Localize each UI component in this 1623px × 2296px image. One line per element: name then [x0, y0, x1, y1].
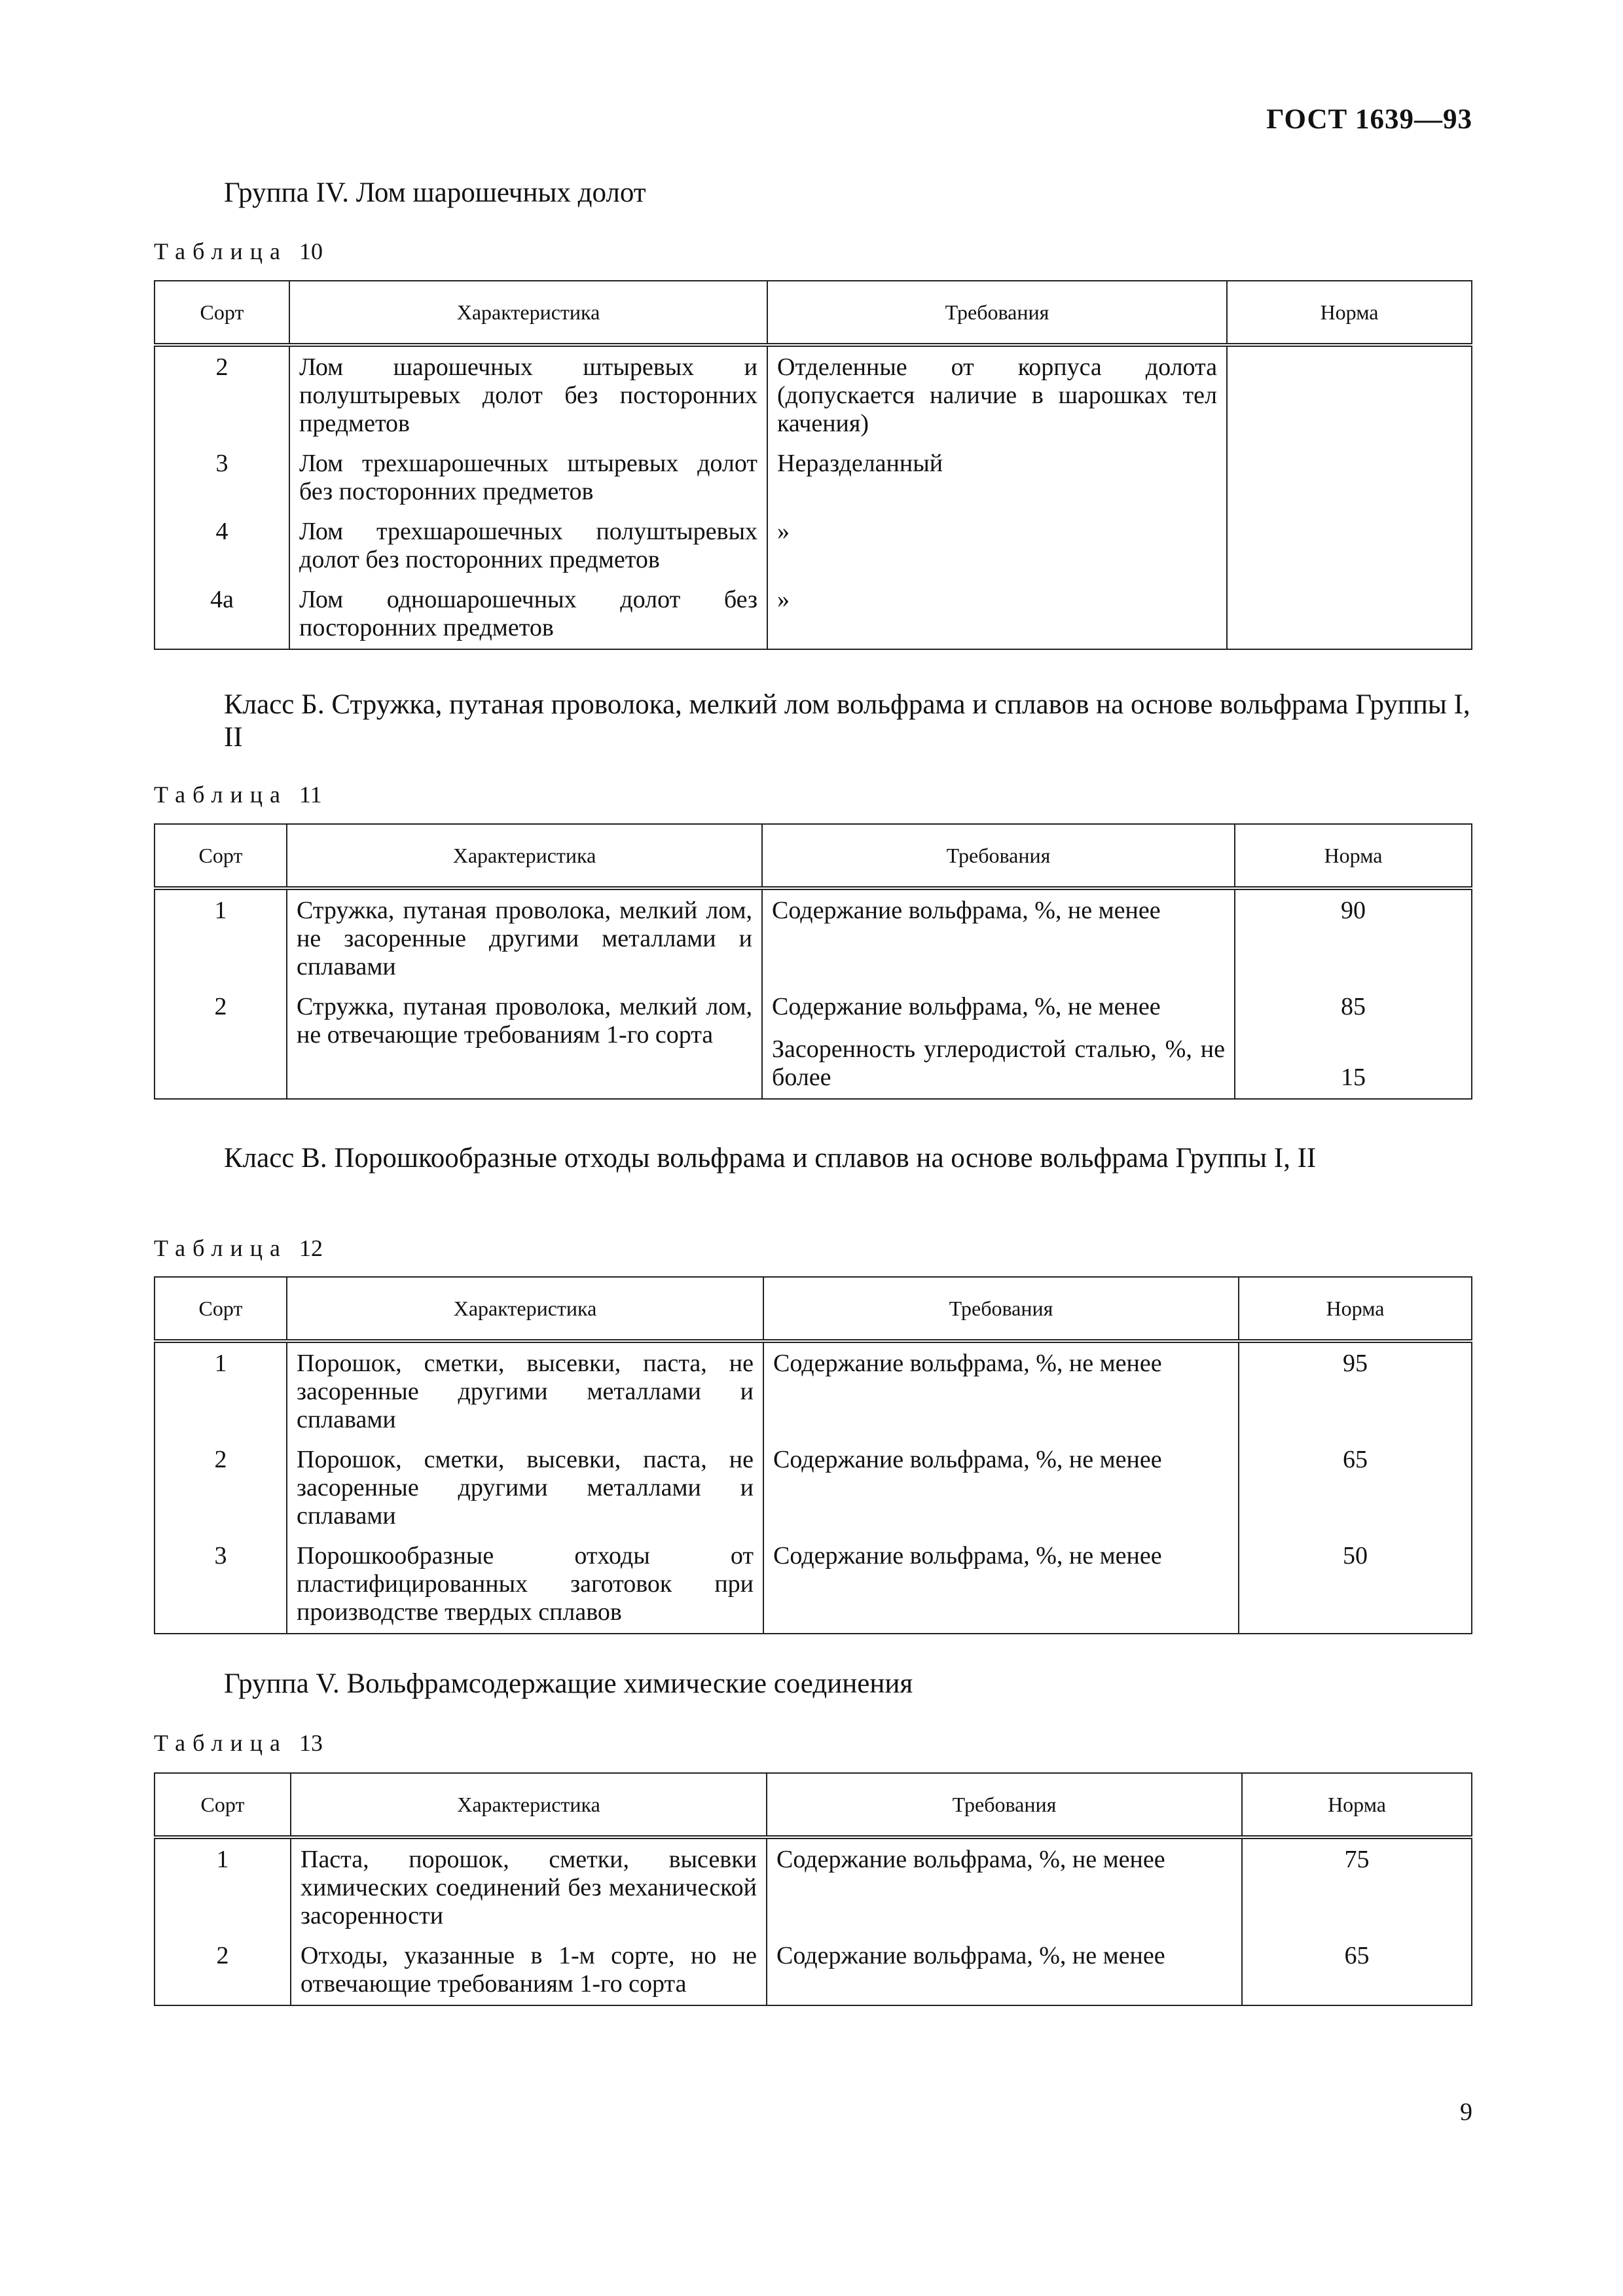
table-header-row — [155, 1773, 1472, 1837]
cell-norm — [1242, 1942, 1472, 2005]
cell-sort: 2 — [155, 1942, 291, 2005]
norm-value: 85 — [1341, 993, 1366, 1020]
cell-sort: 1 — [155, 1341, 287, 1446]
cell-characteristic: Порошок, сметки, высевки, паста, не засоренные другими металлами и сплавами — [287, 1446, 763, 1542]
column-header-norm: Норма — [1242, 1773, 1472, 1837]
cell-characteristic: Отходы, указанные в 1-м сорте, но не отвечающие требованиям 1-го сорта — [291, 1942, 767, 2005]
table-number: 10 — [299, 238, 323, 264]
cell-requirements — [767, 450, 1227, 518]
column-header-requirements: Требования — [763, 1277, 1239, 1341]
standard-code: ГОСТ 1639—93 — [1266, 104, 1472, 135]
requirement-line: Содержание вольфрама, %, не менее — [773, 1542, 1162, 1570]
cell-norm — [1235, 888, 1472, 993]
column-header-characteristic: Характеристика — [289, 281, 767, 345]
requirement-line: Содержание вольфрама, %, не менее — [776, 1942, 1165, 1969]
page-number: 9 — [1460, 2098, 1472, 2126]
cell-sort: 4а — [155, 586, 289, 649]
column-header-requirements: Требования — [767, 281, 1227, 345]
data-table — [154, 823, 1472, 1100]
table-row — [155, 1341, 1472, 1446]
table-caption — [154, 781, 322, 808]
table-number: 12 — [299, 1235, 323, 1261]
table-row — [155, 888, 1472, 993]
column-header-sort: Сорт — [155, 1773, 291, 1837]
requirement-line: Содержание вольфрама, %, не менее — [776, 1846, 1165, 1873]
column-header-sort: Сорт — [155, 1277, 287, 1341]
table-caption — [154, 1729, 323, 1757]
norm-value: 65 — [1343, 1446, 1368, 1473]
table-label: Таблица — [154, 781, 287, 808]
cell-norm — [1227, 450, 1472, 518]
column-header-requirements: Требования — [762, 824, 1235, 888]
table-row — [155, 586, 1472, 649]
table-number: 11 — [299, 781, 322, 808]
table-number: 13 — [299, 1730, 323, 1756]
section-heading: Группа IV. Лом шарошечных долот — [224, 177, 646, 208]
norm-value: 50 — [1343, 1542, 1368, 1570]
table-row — [155, 1542, 1472, 1634]
cell-characteristic: Лом трехшарошечных штыревых долот без посторонних предметов — [289, 450, 767, 518]
norm-value: 75 — [1344, 1846, 1370, 1873]
table-header-row — [155, 1277, 1472, 1341]
table-header-row — [155, 824, 1472, 888]
requirement-line: » — [777, 586, 790, 613]
cell-characteristic: Лом шарошечных штыревых и полуштыревых долот без посторонних предметов — [289, 345, 767, 450]
norm-value: 95 — [1343, 1350, 1368, 1377]
column-header-characteristic: Характеристика — [287, 1277, 763, 1341]
norm-value: 65 — [1344, 1942, 1370, 1969]
cell-requirements — [763, 1341, 1239, 1446]
table-label: Таблица — [154, 1235, 287, 1261]
cell-requirements — [767, 345, 1227, 450]
table-row — [155, 1837, 1472, 1942]
requirement-line: Содержание вольфрама, %, не менее — [773, 1446, 1162, 1473]
requirement-line: Содержание вольфрама, %, не менее — [773, 1350, 1162, 1377]
cell-sort: 2 — [155, 345, 289, 450]
cell-requirements — [767, 1942, 1242, 2005]
cell-norm — [1227, 586, 1472, 649]
column-header-norm: Норма — [1235, 824, 1472, 888]
cell-norm — [1239, 1341, 1472, 1446]
column-header-sort: Сорт — [155, 824, 287, 888]
requirement-line: Отделенные от корпуса долота (допускается наличие в шарошках тел качения) — [777, 353, 1217, 437]
cell-characteristic: Порошок, сметки, высевки, паста, не засоренные другими металлами и сплавами — [287, 1341, 763, 1446]
table-label: Таблица — [154, 238, 287, 264]
section-heading: Группа V. Вольфрамсодержащие химические соединения — [224, 1668, 913, 1699]
data-table — [154, 1276, 1472, 1634]
requirement-line: » — [777, 518, 790, 545]
section-heading: Класс В. Порошкообразные отходы вольфрама и сплавов на основе вольфрама Группы I, II — [224, 1143, 1317, 1174]
cell-norm — [1235, 993, 1472, 1099]
cell-characteristic: Лом трехшарошечных полуштыревых долот без посторонних предметов — [289, 518, 767, 586]
column-header-norm: Норма — [1239, 1277, 1472, 1341]
table-caption — [154, 1234, 323, 1262]
column-header-requirements: Требования — [767, 1773, 1242, 1837]
cell-characteristic: Порошкообразные отходы от пластифицированных заготовок при производстве твердых сплавов — [287, 1542, 763, 1634]
norm-value: 90 — [1341, 897, 1366, 924]
cell-sort: 4 — [155, 518, 289, 586]
data-table — [154, 1772, 1472, 2006]
cell-requirements — [763, 1542, 1239, 1634]
cell-norm — [1239, 1542, 1472, 1634]
table-caption — [154, 238, 323, 265]
cell-requirements — [767, 586, 1227, 649]
cell-requirements — [762, 888, 1235, 993]
column-header-characteristic: Характеристика — [287, 824, 762, 888]
cell-norm — [1239, 1446, 1472, 1542]
column-header-sort: Сорт — [155, 281, 289, 345]
cell-requirements — [763, 1446, 1239, 1542]
cell-characteristic: Лом одношарошечных долот без посторонних предметов — [289, 586, 767, 649]
requirement-line: Засоренность углеродистой сталью, %, не более — [772, 1035, 1225, 1091]
requirement-line: Содержание вольфрама, %, не менее — [772, 897, 1161, 924]
cell-sort: 3 — [155, 1542, 287, 1634]
column-header-norm: Норма — [1227, 281, 1472, 345]
table-header-row — [155, 281, 1472, 345]
norm-value: 15 — [1341, 1064, 1366, 1091]
cell-sort: 2 — [155, 993, 287, 1099]
cell-characteristic: Стружка, путаная проволока, мелкий лом, не отвечающие требованиям 1-го сорта — [287, 993, 762, 1099]
requirement-line: Неразделанный — [777, 450, 943, 477]
cell-sort: 1 — [155, 1837, 291, 1942]
table-label: Таблица — [154, 1730, 287, 1756]
cell-characteristic: Паста, порошок, сметки, высевки химических соединений без механической засоренности — [291, 1837, 767, 1942]
cell-requirements — [767, 518, 1227, 586]
cell-norm — [1227, 345, 1472, 450]
data-table — [154, 280, 1472, 650]
cell-sort: 3 — [155, 450, 289, 518]
column-header-characteristic: Характеристика — [291, 1773, 767, 1837]
table-row — [155, 345, 1472, 450]
cell-sort: 2 — [155, 1446, 287, 1542]
table-row — [155, 1942, 1472, 2005]
table-row — [155, 993, 1472, 1099]
cell-norm — [1242, 1837, 1472, 1942]
section-heading: Класс Б. Стружка, путаная проволока, мелкий лом вольфрама и сплавов на основе вольфрама Группы I, II — [224, 689, 1470, 753]
cell-characteristic: Стружка, путаная проволока, мелкий лом, не засоренные другими металлами и сплавами — [287, 888, 762, 993]
table-row — [155, 1446, 1472, 1542]
table-row — [155, 450, 1472, 518]
cell-sort: 1 — [155, 888, 287, 993]
cell-requirements — [767, 1837, 1242, 1942]
requirement-line: Содержание вольфрама, %, не менее — [772, 993, 1161, 1020]
cell-requirements — [762, 993, 1235, 1099]
cell-norm — [1227, 518, 1472, 586]
table-row — [155, 518, 1472, 586]
